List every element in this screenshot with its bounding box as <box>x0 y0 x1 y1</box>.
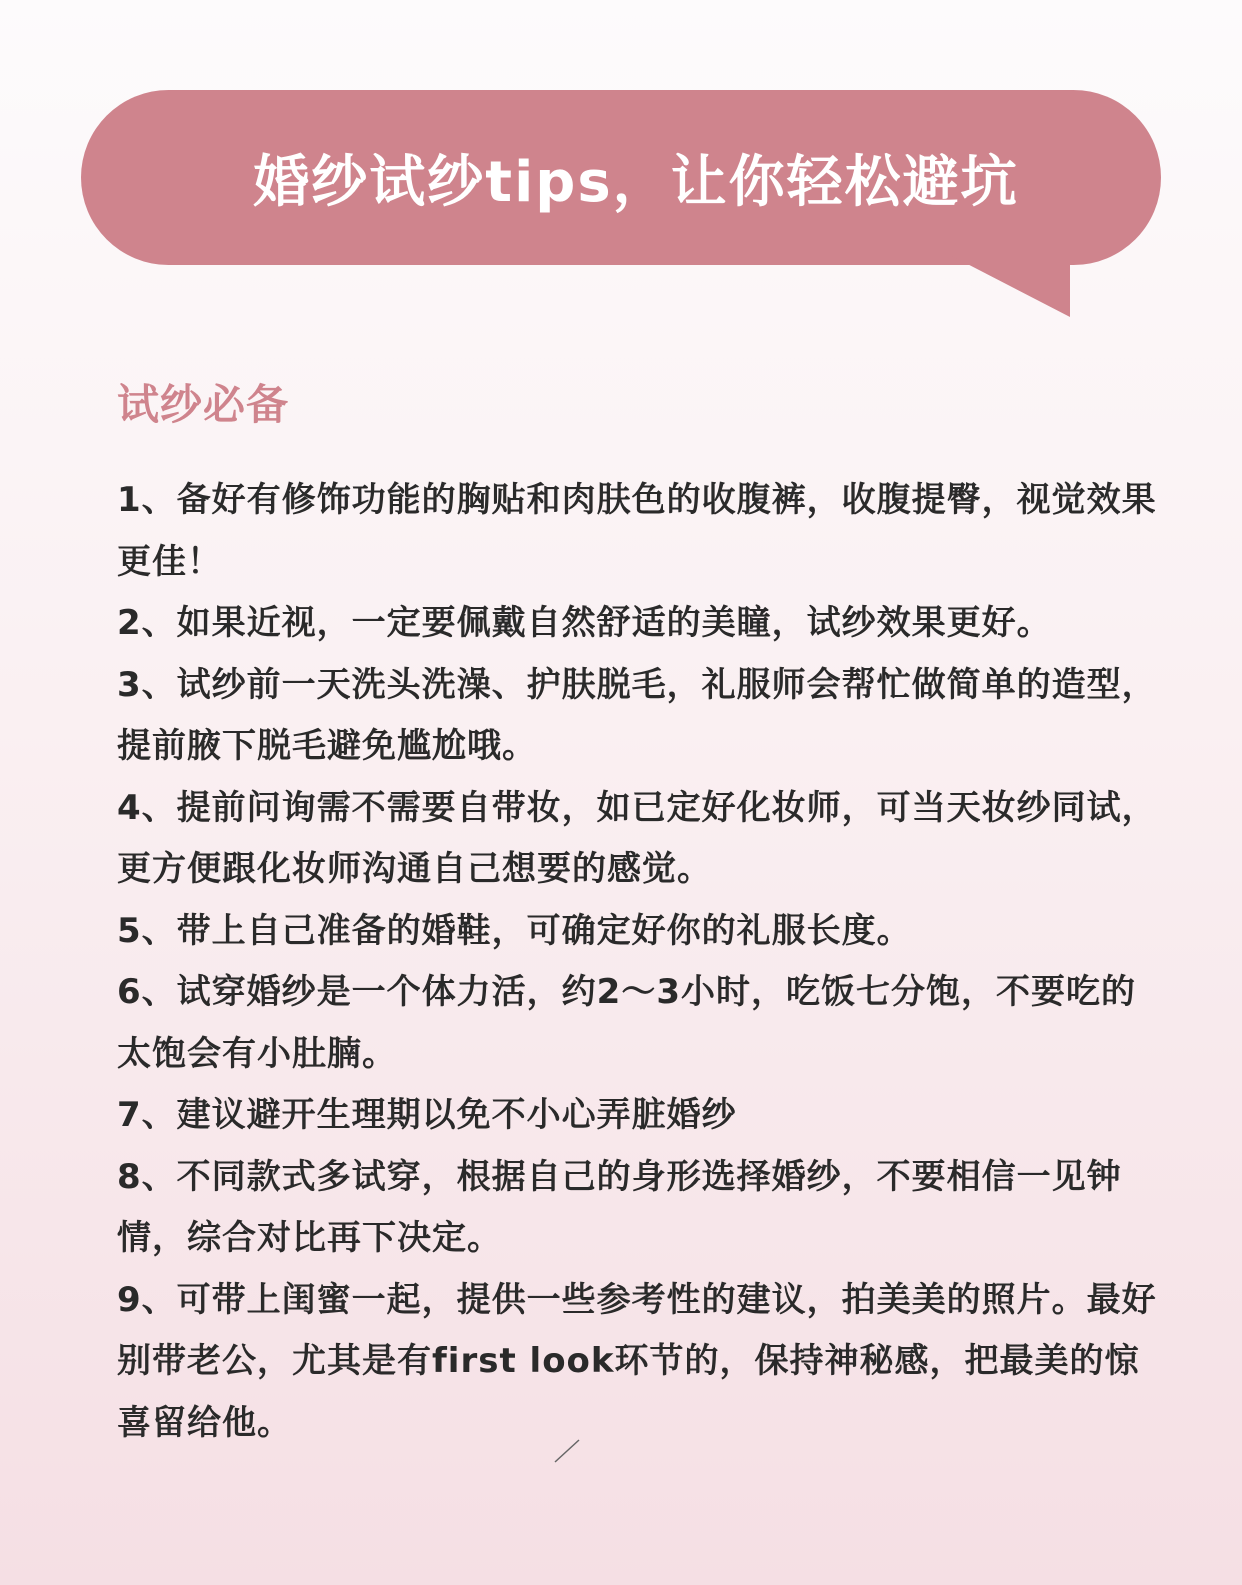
page-title: 婚纱试纱tips，让你轻松避坑 <box>253 149 1019 215</box>
list-item: 4、提前问询需不需要自带妆，如已定好化妆师，可当天妆纱同试，更方便跟化妆师沟通自己想要的感觉。 <box>117 787 1157 889</box>
section-heading: 试纱必备 <box>117 380 290 429</box>
tips-list <box>117 470 1157 1454</box>
title-bubble <box>81 90 1161 265</box>
list-item: 7、建议避开生理期以免不小心弄脏婚纱 <box>117 1095 737 1135</box>
list-item: 8、不同款式多试穿，根据自己的身形选择婚纱，不要相信一见钟情，综合对比再下决定。 <box>117 1156 1122 1258</box>
list-item: 1、备好有修饰功能的胸贴和肉肤色的收腹裤，收腹提臀，视觉效果更佳！ <box>117 480 1157 582</box>
bubble-tail <box>950 255 1070 317</box>
list-item: 9、可带上闺蜜一起，提供一些参考性的建议，拍美美的照片。最好别带老公，尤其是有first look环节的，保持神秘感，把最美的惊喜留给他。 <box>117 1279 1157 1443</box>
list-item: 3、试纱前一天洗头洗澡、护肤脱毛，礼服师会帮忙做简单的造型，提前腋下脱毛避免尴尬哦。 <box>117 664 1157 766</box>
list-item: 5、带上自己准备的婚鞋，可确定好你的礼服长度。 <box>117 910 912 951</box>
list-item: 2、如果近视，一定要佩戴自然舒适的美瞳，试纱效果更好。 <box>117 603 1052 643</box>
decorative-slash-icon <box>553 1438 581 1464</box>
list-item: 6、试穿婚纱是一个体力活，约2～3小时，吃饭七分饱，不要吃的太饱会有小肚腩。 <box>117 972 1136 1074</box>
